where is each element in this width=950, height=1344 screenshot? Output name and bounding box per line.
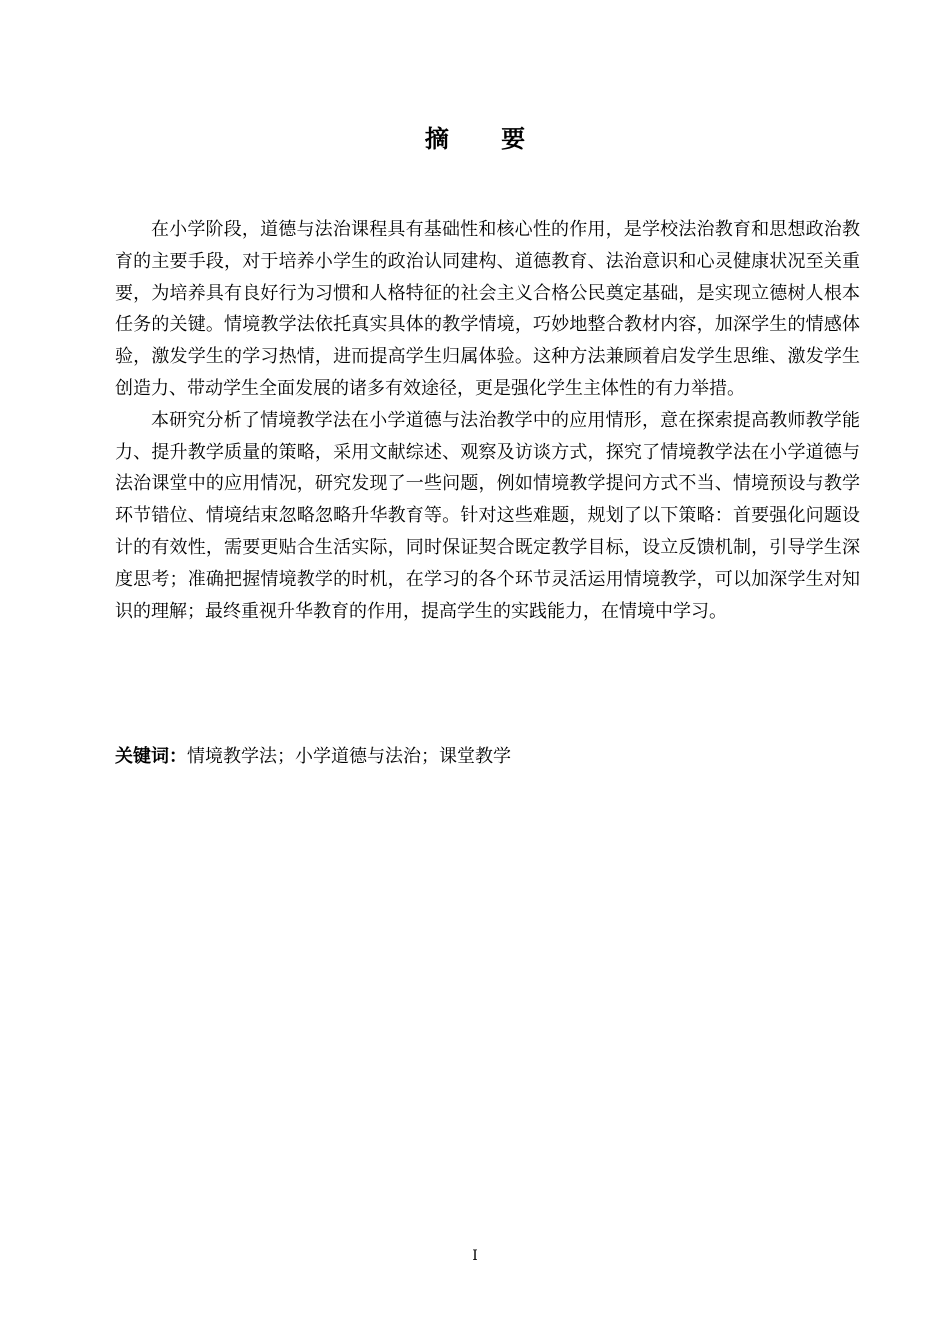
abstract-paragraph-2: 本研究分析了情境教学法在小学道德与法治教学中的应用情形，意在探索提高教师教学能力、提升教学质量的策略，采用文献综述、观察及访谈方式，探究了情境教学法在小学道德与法治课堂中的应用情况，研究发现了一些问题，例如情境教学提问方式不当、情境预设与教学环节错位、情境结束忽略忽略升华教育等。针对这些难题，规划了以下策略：首要强化问题设计的有效性，需要更贴合生活实际，同时保证契合既定教学目标，设立反馈机制，引导学生深度思考；准确把握情境教学的时机，在学习的各个环节灵活运用情境教学，可以加深学生对知识的理解；最终重视升华教育的作用，提高学生的实践能力，在情境中学习。	[115, 409, 860, 622]
keywords-line	[115, 741, 860, 773]
page-number: I	[472, 1248, 478, 1264]
keywords-text: 情境教学法；小学道德与法治；课堂教学	[187, 746, 511, 767]
abstract-body	[115, 214, 860, 627]
keywords-label: 关键词：	[115, 746, 187, 767]
abstract-title: 摘 要	[424, 125, 548, 153]
abstract-paragraph-1: 在小学阶段，道德与法治课程具有基础性和核心性的作用，是学校法治教育和思想政治教育的主要手段，对于培养小学生的政治认同建构、道德教育、法治意识和心灵健康状况至关重要，为培养具有良好行为习惯和人格特征的社会主义合格公民奠定基础，是实现立德树人根本任务的关键。情境教学法依托真实具体的教学情境，巧妙地整合教材内容，加深学生的情感体验，激发学生的学习热情，进而提高学生归属体验。这种方法兼顾着启发学生思维、激发学生创造力、带动学生全面发展的诸多有效途径，更是强化学生主体性的有力举措。	[115, 219, 860, 399]
